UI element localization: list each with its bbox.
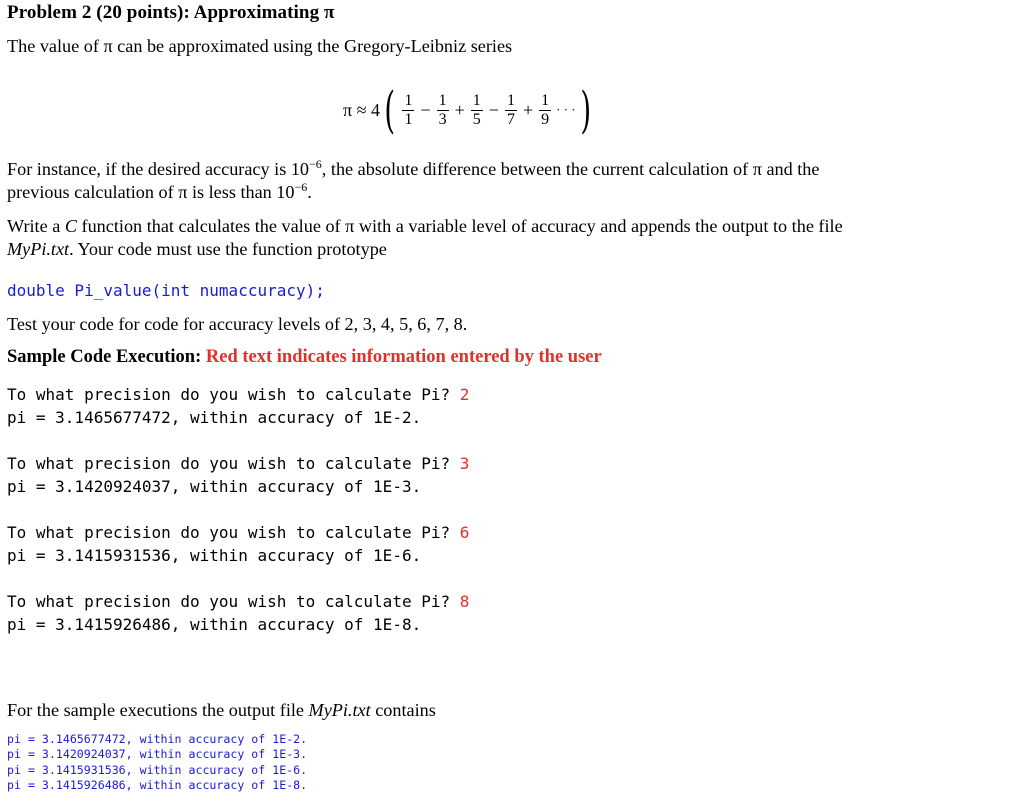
formula-close-paren: ) (580, 81, 591, 139)
user-input: 8 (459, 592, 470, 611)
formula-op: − (488, 99, 499, 120)
sample-heading: Sample Code Execution: Red text indicates information entered by the user (7, 347, 602, 367)
formula-term: $\frac{1}{3}$ (438, 91, 447, 128)
formula-ellipsis: · · · (556, 102, 576, 117)
file-line: pi = 3.1465677472, within accuracy of 1E-2. (7, 732, 308, 746)
formula-op: + (522, 99, 534, 120)
task-paragraph: Write a C function that calculates the value of π with a variable level of accuracy and appends the output to the file MyPi.txt. Your code must use the function prototype (7, 216, 843, 259)
file-line: pi = 3.1415926486, within accuracy of 1E-8. (7, 778, 308, 793)
filename: MyPi.txt (308, 700, 371, 720)
formula-op: + (454, 99, 465, 120)
leibniz-formula (343, 81, 595, 139)
formula-term: $\frac{1}{5}$ (472, 91, 481, 128)
file-line: pi = 3.1415931536, within accuracy of 1E-6. (7, 762, 308, 777)
user-input-note: Red text indicates information entered by the user (205, 347, 602, 367)
formula-term: $\frac{1}{9}$ (541, 91, 550, 128)
user-input: 2 (459, 385, 470, 404)
problem-title: Problem 2 (20 points): Approximating π (7, 2, 335, 23)
formula-open-paren: ( (384, 81, 396, 139)
user-input: 3 (459, 454, 470, 473)
sample-run: To what precision do you wish to calculate Pi? 6 pi = 3.1415931536, within accuracy of 1E-6. (7, 523, 470, 565)
test-paragraph: Test your code for code for accuracy levels of 2, 3, 4, 5, 6, 7, 8. (7, 314, 468, 334)
file-intro: For the sample executions the output file MyPi.txt contains (7, 700, 436, 720)
file-line: pi = 3.1420924037, within accuracy of 1E-3. (7, 747, 308, 762)
formula-term: $\frac{1}{1}$ (404, 91, 413, 128)
formula-op: − (420, 99, 431, 120)
instance-paragraph: For instance, if the desired accuracy is $10^{-6}$, the absolute difference between the current calculation of π and the previous calculation of π is less than $10^{-6}$. (7, 157, 820, 202)
formula-lhs: π ≈ 4 (343, 99, 380, 120)
sample-run: To what precision do you wish to calculate Pi? 8 pi = 3.1415926486, within accuracy of 1E-8. (7, 592, 470, 634)
formula-term: $\frac{1}{7}$ (506, 91, 515, 128)
file-output (7, 732, 307, 794)
function-prototype: double Pi_value(int numaccuracy); (7, 281, 325, 300)
intro-text: The value of π can be approximated using the Gregory-Leibniz series (7, 36, 513, 56)
user-input: 6 (459, 523, 470, 542)
sample-run: To what precision do you wish to calculate Pi? 2 pi = 3.1465677472, within accuracy of 1E-2. (7, 385, 470, 427)
sample-run: To what precision do you wish to calculate Pi? 3 pi = 3.1420924037, within accuracy of 1E-3. (7, 454, 470, 496)
filename: MyPi.txt (7, 239, 70, 259)
